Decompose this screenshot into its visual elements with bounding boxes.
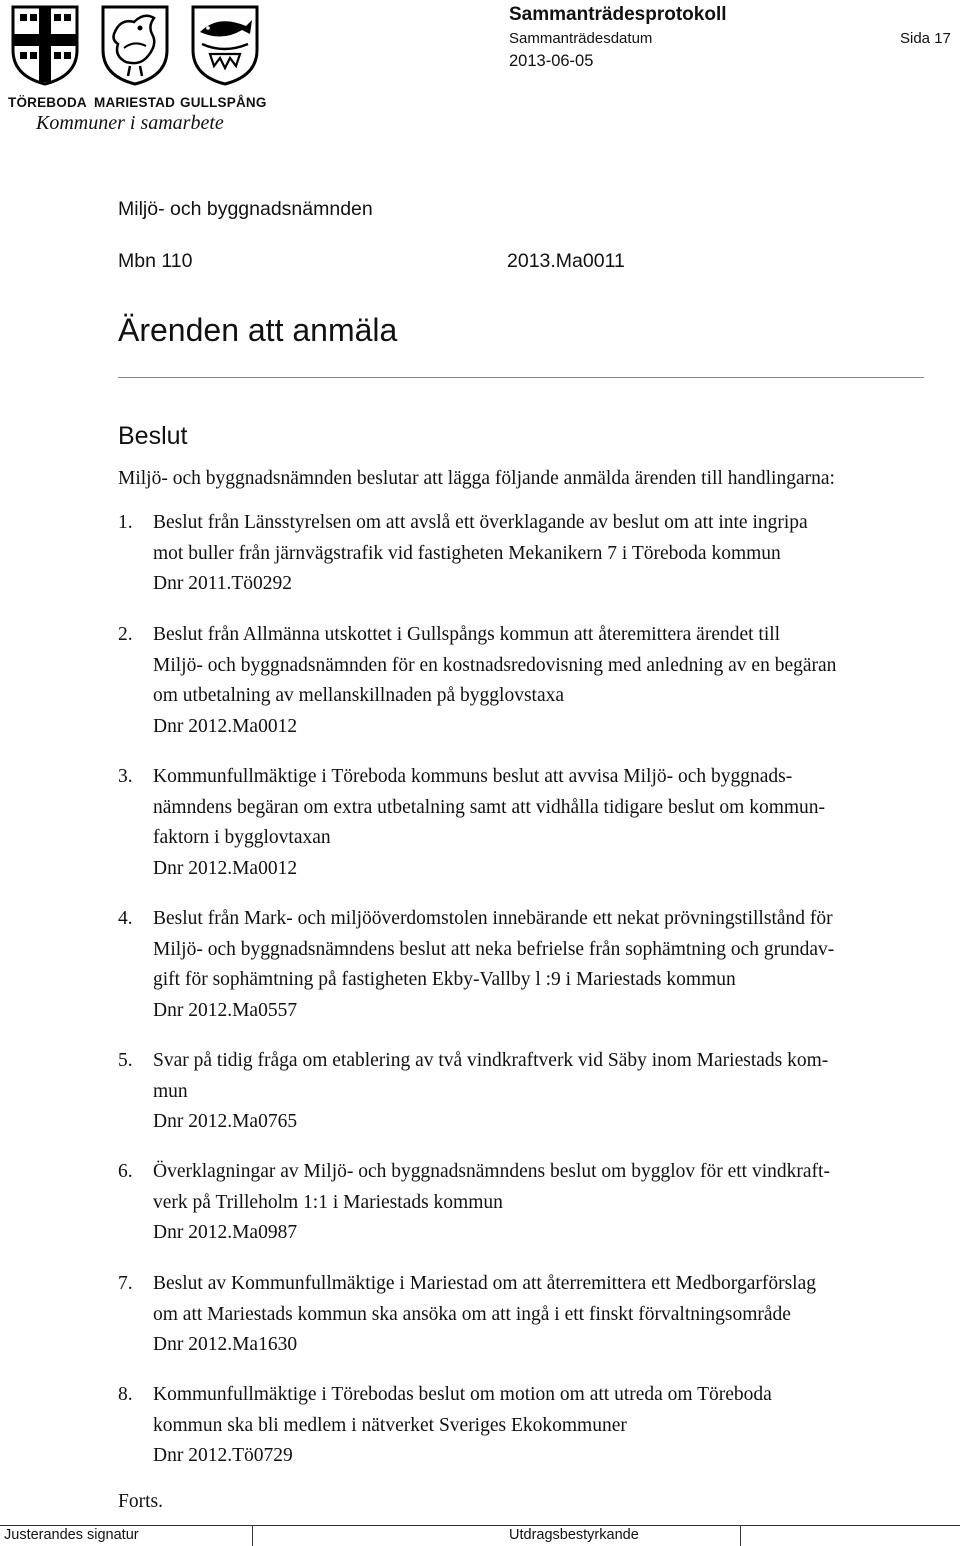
list-item-line: nämndens begäran om extra utbetalning samt att vidhålla tidigare beslut om kommun- — [153, 796, 826, 818]
list-item-number: 3. — [118, 766, 133, 787]
page-title: Ärenden att anmäla — [118, 312, 398, 348]
decision-heading: Beslut — [118, 422, 188, 450]
list-item-dnr: Dnr 2012.Ma1630 — [153, 1334, 298, 1355]
municipal-logo — [6, 4, 267, 134]
signature-label: Justerandes signatur — [4, 1527, 139, 1543]
footer-divider — [0, 1525, 960, 1526]
mariestad-coat-of-arms-icon — [100, 4, 170, 86]
case-number: 2013.Ma0011 — [507, 250, 625, 272]
list-item-dnr: Dnr 2012.Ma0765 — [153, 1111, 298, 1132]
collaboration-tagline: Kommuner i samarbete — [36, 112, 224, 134]
page-number: Sida 17 — [900, 30, 951, 47]
list-item-number: 5. — [118, 1050, 133, 1071]
list-item-line: Beslut av Kommunfullmäktige i Mariestad om att återremittera ett Medborgarförslag — [153, 1273, 816, 1294]
list-item-dnr: Dnr 2012.Tö0729 — [153, 1445, 293, 1466]
list-item-line: Miljö- och byggnadsnämndens beslut att neka befrielse från sophämtning och grundav- — [153, 938, 835, 960]
list-item-line: om utbetalning av mellanskillnaden på bygglovstaxa — [153, 685, 565, 706]
list-item-line: mot buller från järnvägstrafik vid fastigheten Mekanikern 7 i Töreboda kommun — [153, 542, 781, 564]
list-item-line: gift för sophämtning på fastigheten Ekby-Vallby l :9 i Mariestads kommun — [153, 969, 736, 990]
meeting-date: 2013-06-05 — [509, 52, 594, 70]
title-divider — [118, 377, 924, 378]
municipality-name-gullspang: GULLSPÅNG — [180, 95, 267, 110]
footer-separator — [740, 1525, 741, 1546]
list-item-number: 1. — [118, 512, 133, 533]
continued-marker: Forts. — [118, 1491, 163, 1512]
list-item-dnr: Dnr 2011.Tö0292 — [153, 573, 293, 594]
meeting-date-label: Sammanträdesdatum — [509, 30, 653, 47]
list-item-number: 7. — [118, 1273, 133, 1294]
extract-certification-label: Utdragsbestyrkande — [509, 1527, 639, 1543]
list-item-dnr: Dnr 2012.Ma0557 — [153, 999, 298, 1021]
list-item-line: om att Mariestads kommun ska ansöka om att ingå i ett finskt förvaltningsområde — [153, 1303, 791, 1325]
list-item-line: Överklagningar av Miljö- och byggnadsnämndens beslut om bygglov för ett vindkraft- — [153, 1161, 830, 1182]
footer-separator — [252, 1525, 253, 1546]
list-item-line: Beslut från Mark- och miljööverdomstolen innebärande ett nekat prövningstillstånd för — [153, 908, 833, 929]
list-item-number: 6. — [118, 1161, 133, 1182]
list-item-line: kommun ska bli medlem i nätverket Sveriges Ekokommuner — [153, 1414, 627, 1436]
list-item-line: Kommunfullmäktige i Törebodas beslut om motion om att utreda om Töreboda — [153, 1384, 772, 1405]
municipality-name-mariestad: MARIESTAD — [94, 95, 176, 110]
decision-intro: Miljö- och byggnadsnämnden beslutar att lägga följande anmälda ärenden till handlingarna: — [118, 468, 835, 489]
list-item-line: Beslut från Allmänna utskottet i Gullspångs kommun att återemittera ärendet till — [153, 624, 781, 645]
list-item-line: faktorn i bygglovtaxan — [153, 827, 331, 848]
list-item-line: Miljö- och byggnadsnämnden för en kostnadsredovisning med anledning av en begäran — [153, 654, 837, 676]
list-item-dnr: Dnr 2012.Ma0012 — [153, 857, 298, 879]
municipality-name-toreboda: TÖREBODA — [8, 95, 87, 110]
list-item-dnr: Dnr 2012.Ma0987 — [153, 1222, 298, 1243]
document-title: Sammanträdesprotokoll — [509, 4, 727, 25]
list-item-number: 8. — [118, 1384, 133, 1405]
list-item-line: Svar på tidig fråga om etablering av två vindkraftverk vid Säby inom Mariestads kom- — [153, 1050, 829, 1071]
list-item-number: 4. — [118, 908, 133, 929]
toreboda-coat-of-arms-icon — [10, 4, 80, 86]
list-item-line: mun — [153, 1080, 188, 1102]
committee-name: Miljö- och byggnadsnämnden — [118, 198, 373, 220]
gullspang-coat-of-arms-icon — [190, 4, 260, 86]
list-item-dnr: Dnr 2012.Ma0012 — [153, 715, 298, 737]
list-item-line: verk på Trilleholm 1:1 i Mariestads kommun — [153, 1191, 503, 1213]
paragraph-number: Mbn 110 — [118, 250, 193, 272]
list-item-line: Kommunfullmäktige i Töreboda kommuns beslut att avvisa Miljö- och byggnads- — [153, 766, 793, 787]
list-item-number: 2. — [118, 624, 133, 645]
list-item-line: Beslut från Länsstyrelsen om att avslå ett överklagande av beslut om att inte ingripa — [153, 512, 808, 533]
